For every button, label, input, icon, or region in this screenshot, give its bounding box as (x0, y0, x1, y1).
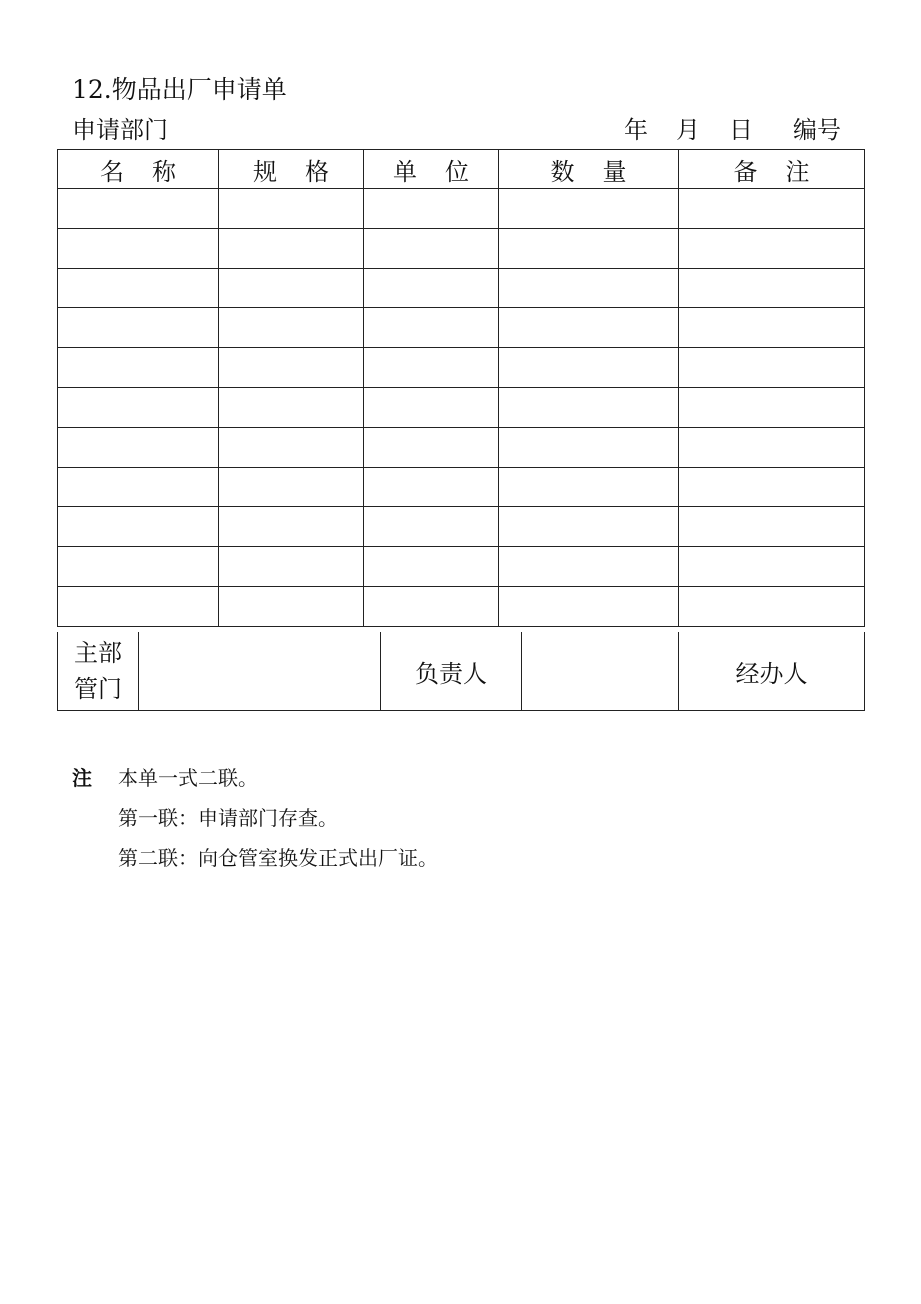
unit-cell[interactable] (364, 547, 499, 587)
spec-cell[interactable] (219, 467, 364, 507)
unit-cell[interactable] (364, 348, 499, 388)
spec-cell[interactable] (219, 427, 364, 467)
name-cell[interactable] (58, 507, 219, 547)
spec-cell[interactable] (219, 189, 364, 229)
name-cell[interactable] (58, 467, 219, 507)
remarks-cell[interactable] (679, 586, 865, 626)
quantity-cell[interactable] (499, 189, 679, 229)
header-char: 规 (253, 157, 277, 186)
spec-cell[interactable] (219, 308, 364, 348)
unit-cell[interactable] (364, 387, 499, 427)
quantity-cell[interactable] (499, 427, 679, 467)
note-text: 第一联：申请部门存查。 (118, 806, 338, 830)
table-row (58, 467, 865, 507)
date-year-label: 年 (624, 116, 648, 144)
table-row (58, 189, 865, 229)
table-row (58, 348, 865, 388)
note-text: 第二联：向仓管室换发正式出厂证。 (118, 846, 438, 870)
remarks-cell[interactable] (679, 268, 865, 308)
note-heading: 注 (72, 766, 92, 790)
unit-cell[interactable] (364, 189, 499, 229)
responsible-label: 负责人 (381, 632, 522, 711)
remarks-cell[interactable] (679, 189, 865, 229)
handler-label: 经办人 (679, 632, 865, 711)
remarks-cell[interactable] (679, 507, 865, 547)
quantity-cell[interactable] (499, 467, 679, 507)
remarks-cell[interactable] (679, 547, 865, 587)
note-line (72, 838, 438, 878)
quantity-cell[interactable] (499, 507, 679, 547)
items-table (57, 149, 865, 627)
remarks-cell[interactable] (679, 348, 865, 388)
notes-section (72, 758, 438, 878)
header-char: 单 (393, 157, 417, 186)
quantity-cell[interactable] (499, 308, 679, 348)
column-header-remarks (679, 150, 865, 189)
spec-cell[interactable] (219, 268, 364, 308)
unit-cell[interactable] (364, 467, 499, 507)
name-cell[interactable] (58, 586, 219, 626)
table-row (58, 427, 865, 467)
quantity-cell[interactable] (499, 228, 679, 268)
header-char: 备 (733, 157, 758, 186)
unit-cell[interactable] (364, 308, 499, 348)
column-header-unit (364, 150, 499, 189)
header-char: 格 (305, 157, 329, 186)
responsible-signature-field[interactable] (522, 632, 679, 711)
table-row (58, 507, 865, 547)
column-header-name (58, 150, 219, 189)
number-label: 编号 (793, 116, 841, 144)
quantity-cell[interactable] (499, 586, 679, 626)
spec-cell[interactable] (219, 228, 364, 268)
quantity-cell[interactable] (499, 268, 679, 308)
unit-cell[interactable] (364, 586, 499, 626)
spec-cell[interactable] (219, 387, 364, 427)
signature-row (58, 632, 865, 711)
name-cell[interactable] (58, 228, 219, 268)
remarks-cell[interactable] (679, 228, 865, 268)
table-header-row (58, 150, 865, 189)
quantity-cell[interactable] (499, 348, 679, 388)
spec-cell[interactable] (219, 547, 364, 587)
unit-cell[interactable] (364, 268, 499, 308)
spec-cell[interactable] (219, 507, 364, 547)
name-cell[interactable] (58, 547, 219, 587)
remarks-cell[interactable] (679, 387, 865, 427)
spec-cell[interactable] (219, 348, 364, 388)
table-row (58, 586, 865, 626)
unit-cell[interactable] (364, 427, 499, 467)
name-cell[interactable] (58, 387, 219, 427)
dept-head-signature-field[interactable] (139, 632, 381, 711)
remarks-cell[interactable] (679, 308, 865, 348)
remarks-cell[interactable] (679, 467, 865, 507)
header-char: 注 (785, 157, 810, 186)
table-row (58, 268, 865, 308)
date-day-label: 日 (729, 116, 753, 144)
table-row (58, 228, 865, 268)
department-label: 申请部门 (72, 116, 168, 144)
dept-head-label (58, 632, 139, 711)
name-cell[interactable] (58, 308, 219, 348)
unit-cell[interactable] (364, 228, 499, 268)
header-char: 位 (445, 157, 469, 186)
column-header-quantity (499, 150, 679, 189)
header-char: 称 (152, 157, 176, 186)
table-row (58, 387, 865, 427)
document-title: 12.物品出厂申请单 (72, 75, 287, 104)
table-row (58, 308, 865, 348)
table-row (58, 547, 865, 587)
remarks-cell[interactable] (679, 427, 865, 467)
column-header-spec (219, 150, 364, 189)
date-month-label: 月 (676, 116, 700, 144)
note-line (72, 758, 438, 798)
name-cell[interactable] (58, 427, 219, 467)
name-cell[interactable] (58, 348, 219, 388)
quantity-cell[interactable] (499, 387, 679, 427)
table-body (58, 189, 865, 627)
header-char: 量 (602, 157, 627, 186)
dept-head-label-line1: 主部 (74, 639, 122, 667)
quantity-cell[interactable] (499, 547, 679, 587)
name-cell[interactable] (58, 189, 219, 229)
unit-cell[interactable] (364, 507, 499, 547)
signature-table (57, 632, 865, 711)
header-char: 名 (100, 157, 124, 186)
header-char: 数 (550, 157, 575, 186)
header-line (72, 114, 852, 146)
spec-cell[interactable] (219, 586, 364, 626)
name-cell[interactable] (58, 268, 219, 308)
note-text: 本单一式二联。 (118, 766, 258, 790)
note-line (72, 798, 438, 838)
dept-head-label-line2: 管门 (74, 675, 122, 703)
